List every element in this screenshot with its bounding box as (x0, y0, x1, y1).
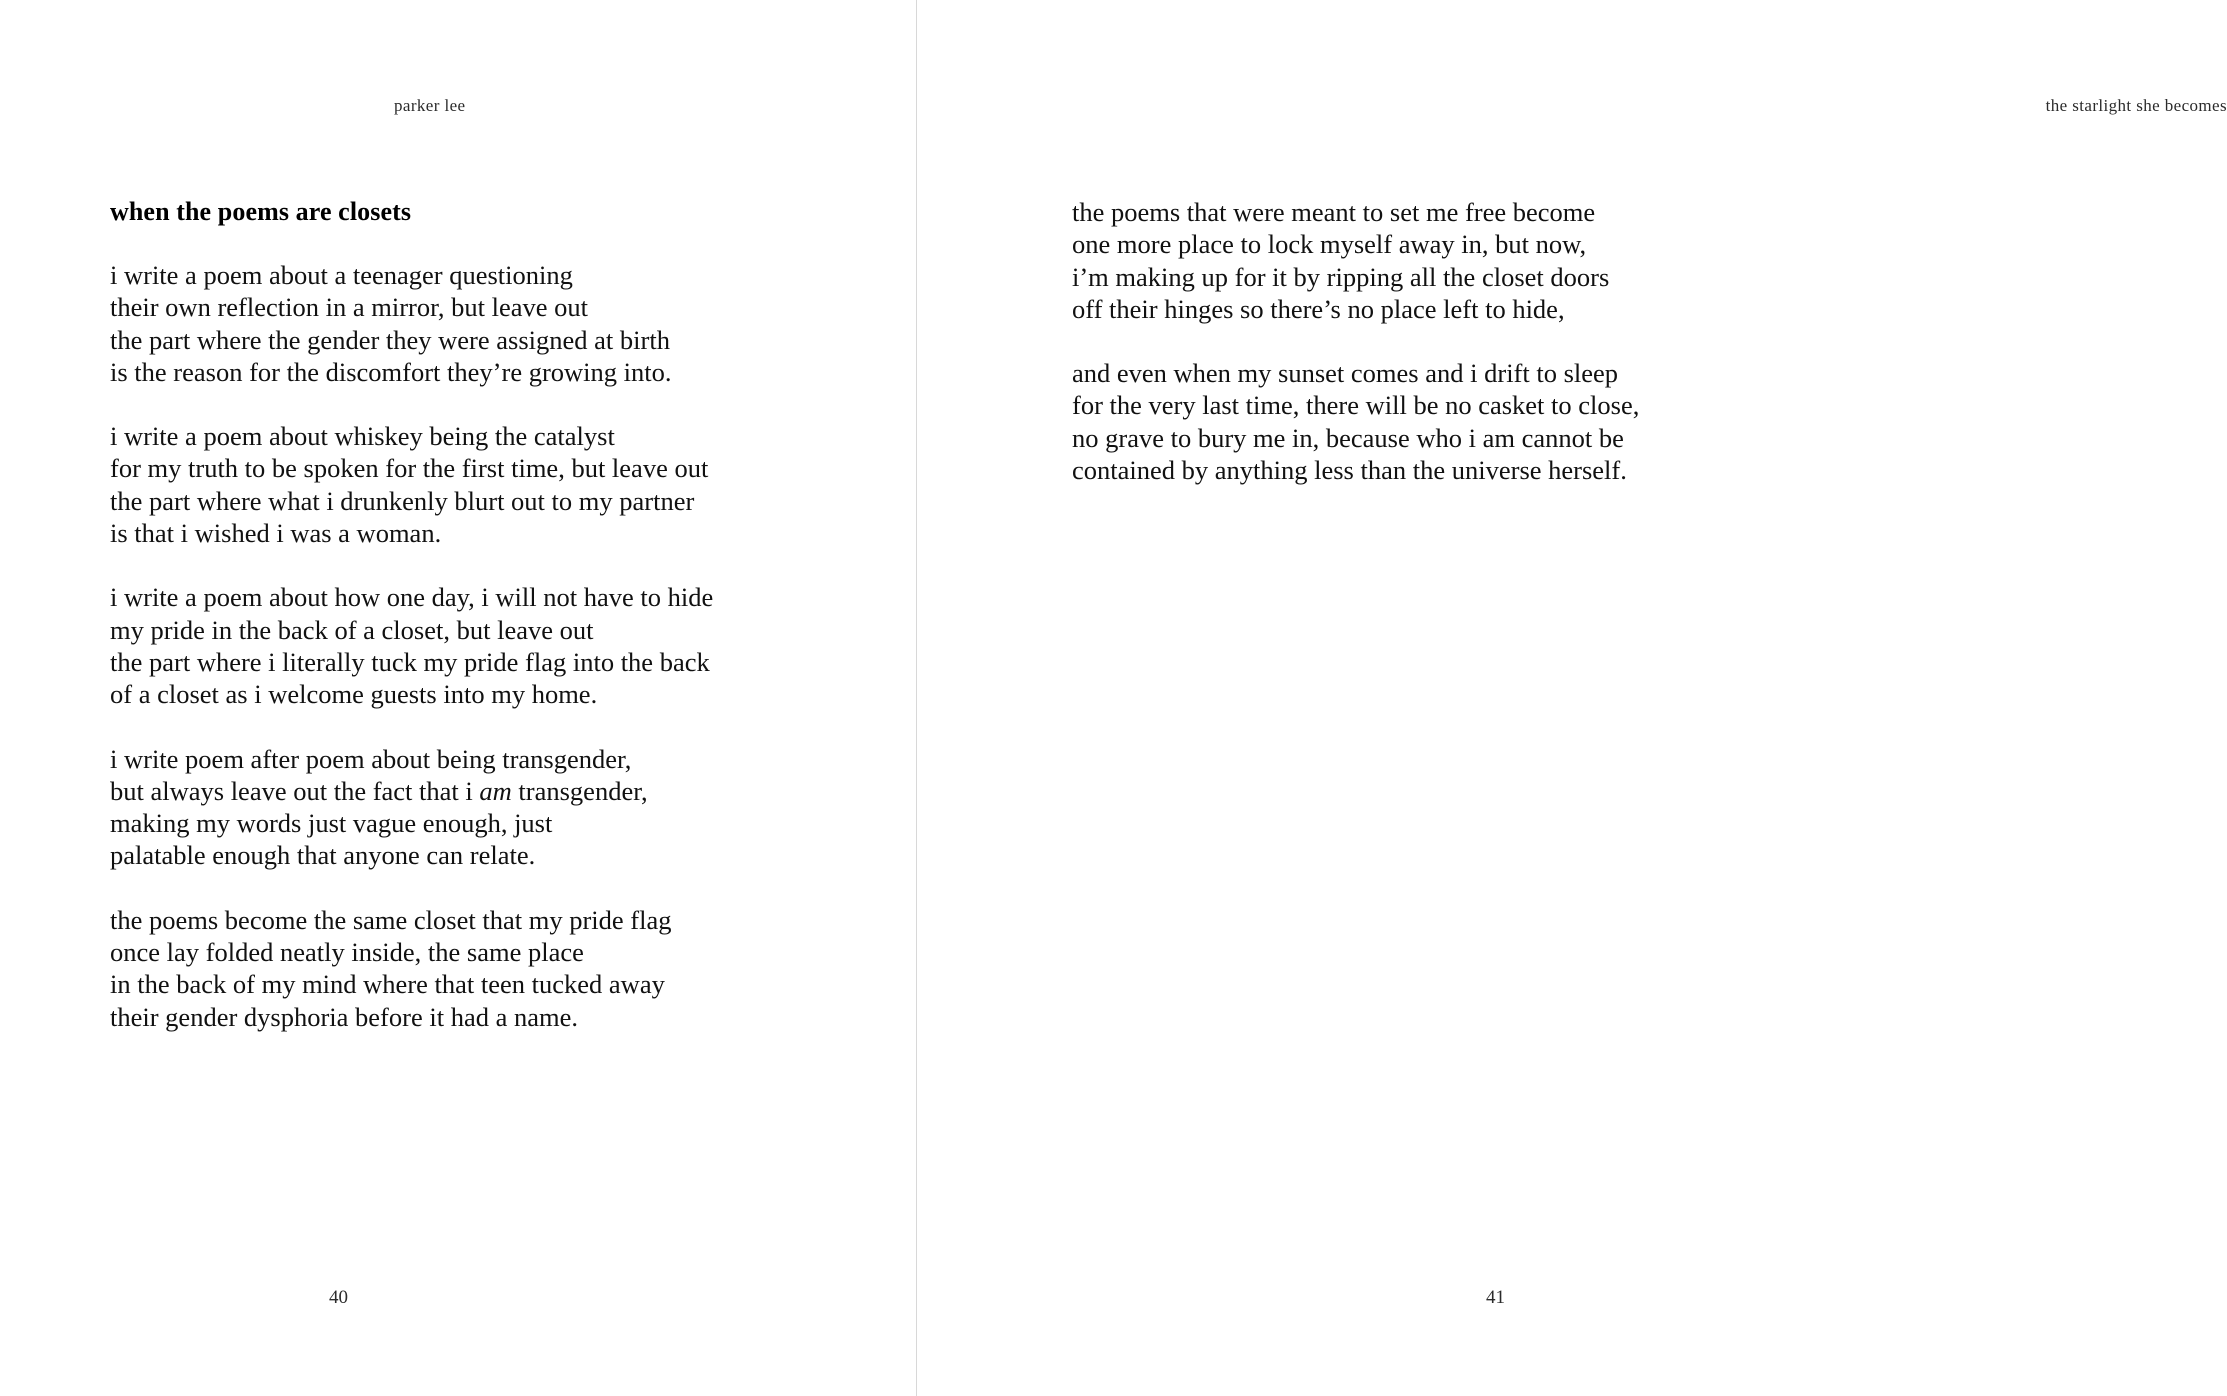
poem-line: i write a poem about a teenager questioning (110, 260, 573, 290)
poem-line: the part where the gender they were assigned at birth (110, 324, 670, 355)
poem-line: for my truth to be spoken for the first time, but leave out (110, 453, 709, 484)
stanza-6 (1072, 196, 1772, 325)
line-text-before-emphasis: but always leave out the fact that i (110, 775, 480, 806)
stanza-4 (110, 743, 850, 872)
poem-line: the part where i literally tuck my pride flag into the back (110, 646, 710, 677)
right-page (917, 0, 2227, 1396)
running-head-author: parker lee (394, 96, 466, 115)
stanza-2 (110, 420, 850, 549)
line-text-after-emphasis: transgender, (511, 775, 648, 806)
poem-line: and even when my sunset comes and i drift to sleep (1072, 358, 1619, 389)
left-page-textblock (110, 196, 850, 1033)
poem-line: i write a poem about how one day, i will not have to hide (110, 582, 714, 613)
poem-line: i write a poem about whiskey being the catalyst (110, 421, 615, 452)
poem-line: contained by anything less than the universe herself. (1072, 455, 1627, 486)
page-number-right: 41 (1486, 1287, 1505, 1308)
poem-line-with-emphasis (110, 775, 850, 807)
poem-line: one more place to lock myself away in, but now, (1072, 229, 1587, 260)
page-number-left: 40 (329, 1287, 348, 1308)
running-head-title: the starlight she becomes (2045, 96, 2227, 115)
poem-line: for the very last time, there will be no casket to close, (1072, 390, 1640, 421)
poem-line: of a closet as i welcome guests into my home. (110, 679, 598, 710)
left-page (0, 0, 917, 1396)
poem-title: when the poems are closets (110, 197, 412, 226)
right-page-textblock (1072, 196, 1772, 486)
poem-line: is the reason for the discomfort they’re growing into. (110, 356, 672, 387)
poem-line: off their hinges so there’s no place left to hide, (1072, 293, 1565, 324)
poem-line: in the back of my mind where that teen tucked away (110, 969, 665, 1000)
poem-line: my pride in the back of a closet, but leave out (110, 614, 594, 645)
poem-line: making my words just vague enough, just (110, 808, 553, 839)
poem-line: the part where what i drunkenly blurt out to my partner (110, 485, 695, 516)
poem-line: is that i wished i was a woman. (110, 518, 442, 549)
stanza-5 (110, 904, 850, 1033)
poem-line: palatable enough that anyone can relate. (110, 840, 536, 871)
poem-line: their own reflection in a mirror, but leave out (110, 292, 588, 323)
poem-line: i write poem after poem about being transgender, (110, 743, 632, 774)
poem-line: the poems become the same closet that my pride flag (110, 904, 672, 935)
poem-line: i’m making up for it by ripping all the closet doors (1072, 261, 1610, 292)
poem-line: once lay folded neatly inside, the same place (110, 937, 584, 968)
stanza-3 (110, 581, 850, 710)
poem-line: their gender dysphoria before it had a name. (110, 1001, 578, 1032)
stanza-1 (110, 259, 850, 388)
emphasized-word: am (479, 775, 512, 806)
poem-line: the poems that were meant to set me free become (1072, 197, 1596, 227)
stanza-7 (1072, 357, 1772, 486)
poem-line: no grave to bury me in, because who i am cannot be (1072, 422, 1624, 453)
